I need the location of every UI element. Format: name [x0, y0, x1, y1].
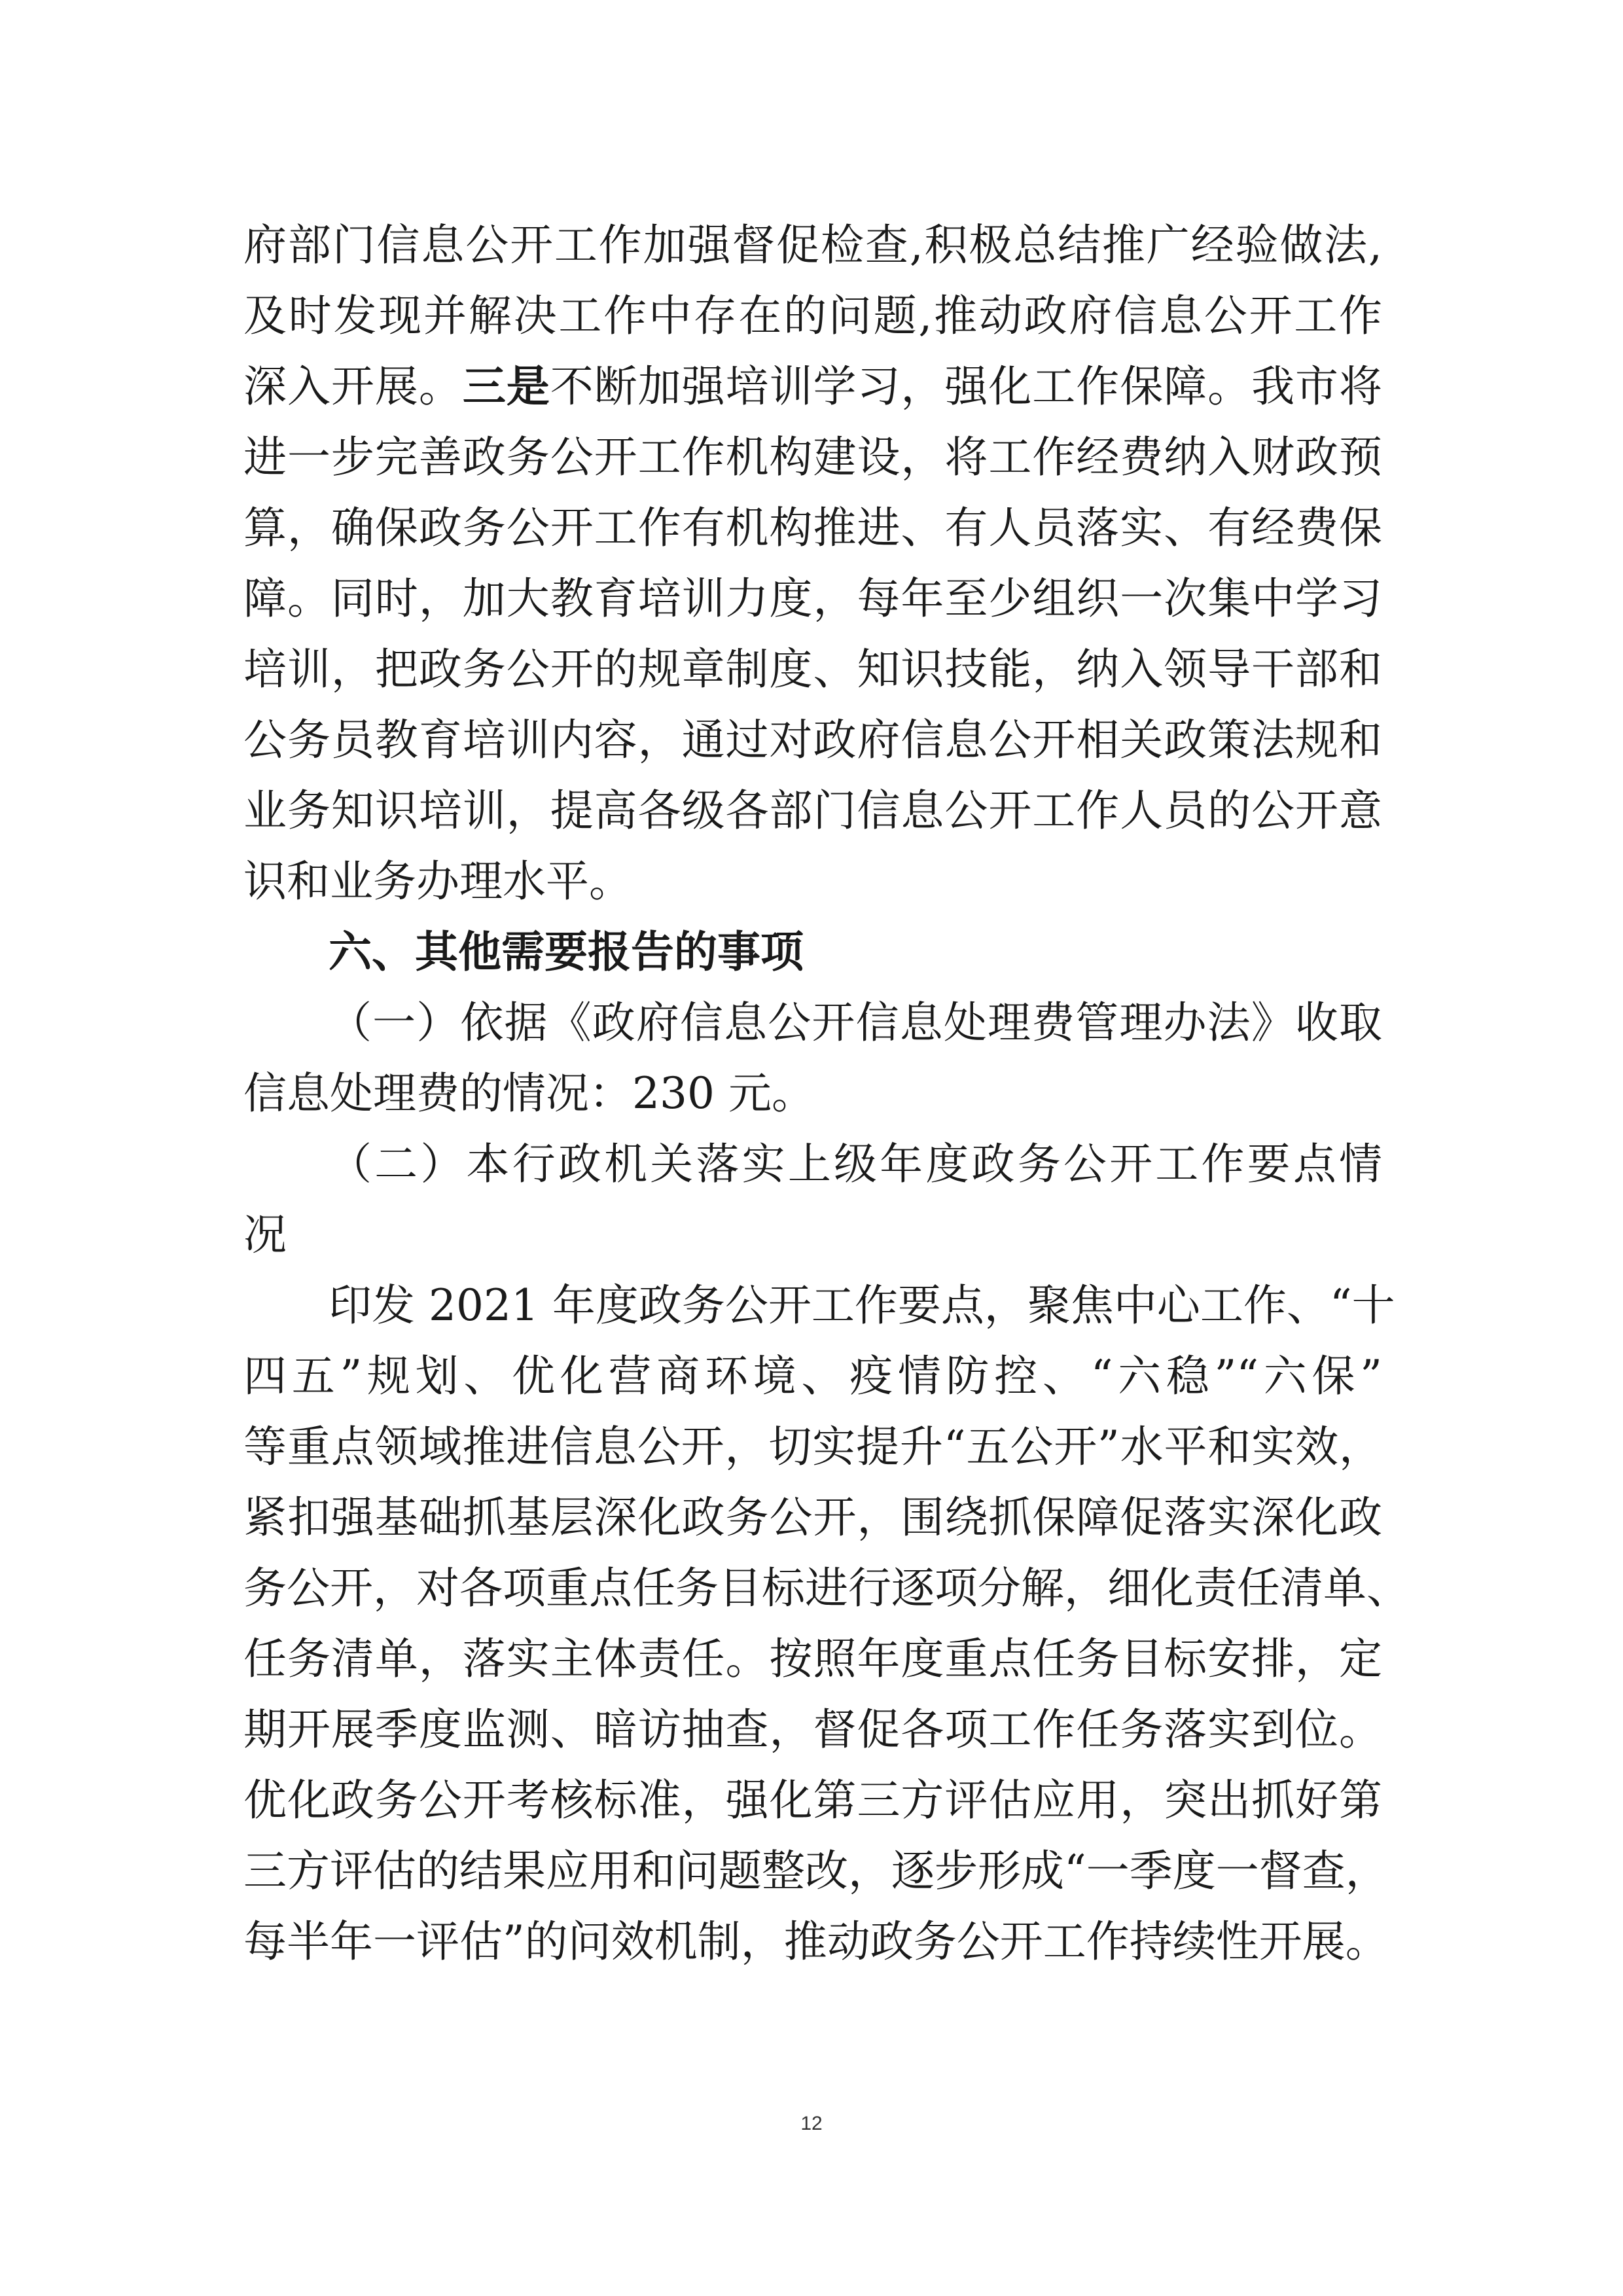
text-line: 障。同时，加大教育培训力度，每年至少组织一次集中学习 [243, 573, 1382, 624]
text-line: 况 [243, 1210, 287, 1260]
text-line: 进一步完善政务公开工作机构建设，将工作经费纳入财政预 [243, 432, 1382, 482]
subsection-heading: （二）本行政机关落实上级年度政务公开工作要点情 [329, 1139, 1382, 1189]
text-line: 优化政务公开考核标准，强化第三方评估应用，突出抓好第 [243, 1775, 1382, 1825]
text-segment: 深入开展。 [243, 361, 463, 412]
text-line-with-emphasis [243, 354, 1382, 420]
text-line: 等重点领域推进信息公开，切实提升“五公开”水平和实效， [243, 1422, 1382, 1472]
page-number: 12 [800, 2113, 823, 2134]
text-line: 信息处理费的情况：230 元。 [243, 1068, 815, 1119]
text-line: 及时发现并解决工作中存在的问题,推动政府信息公开工作 [243, 291, 1382, 341]
text-line: 识和业务办理水平。 [243, 856, 632, 906]
text-line: 三方评估的结果应用和问题整改，逐步形成“一季度一督查， [243, 1846, 1389, 1896]
text-line: 四五”规划、优化营商环境、疫情防控、“六稳”“六保” [243, 1351, 1382, 1401]
text-line: 务公开，对各项重点任务目标进行逐项分解，细化责任清单、 [243, 1563, 1410, 1613]
text-line: 府部门信息公开工作加强督促检查,积极总结推广经验做法, [243, 220, 1382, 270]
text-line: 每半年一评估”的问效机制，推动政务公开工作持续性开展。 [243, 1916, 1389, 1967]
text-line: 培训，把政务公开的规章制度、知识技能，纳入领导干部和 [243, 644, 1382, 694]
text-line: 紧扣强基础抓基层深化政务公开，围绕抓保障促落实深化政 [243, 1492, 1382, 1543]
text-line: 公务员教育培训内容，通过对政府信息公开相关政策法规和 [243, 715, 1382, 765]
text-line: 期开展季度监测、暗访抽查，督促各项工作任务落实到位。 [243, 1704, 1382, 1755]
section-heading: 六、其他需要报告的事项 [329, 927, 804, 977]
subsection-heading: （一）依据《政府信息公开信息处理费管理办法》收取 [329, 997, 1382, 1048]
text-line: 任务清单，落实主体责任。按照年度重点任务目标安排，定 [243, 1634, 1382, 1684]
text-line: 印发 2021 年度政务公开工作要点，聚焦中心工作、“十 [329, 1280, 1395, 1331]
text-segment: 不断加强培训学习，强化工作保障。我市将 [550, 361, 1383, 412]
text-line: 算，确保政务公开工作有机构推进、有人员落实、有经费保 [243, 503, 1382, 553]
emphasis-text: 三是 [462, 361, 550, 412]
text-line: 业务知识培训，提高各级各部门信息公开工作人员的公开意 [243, 785, 1382, 836]
